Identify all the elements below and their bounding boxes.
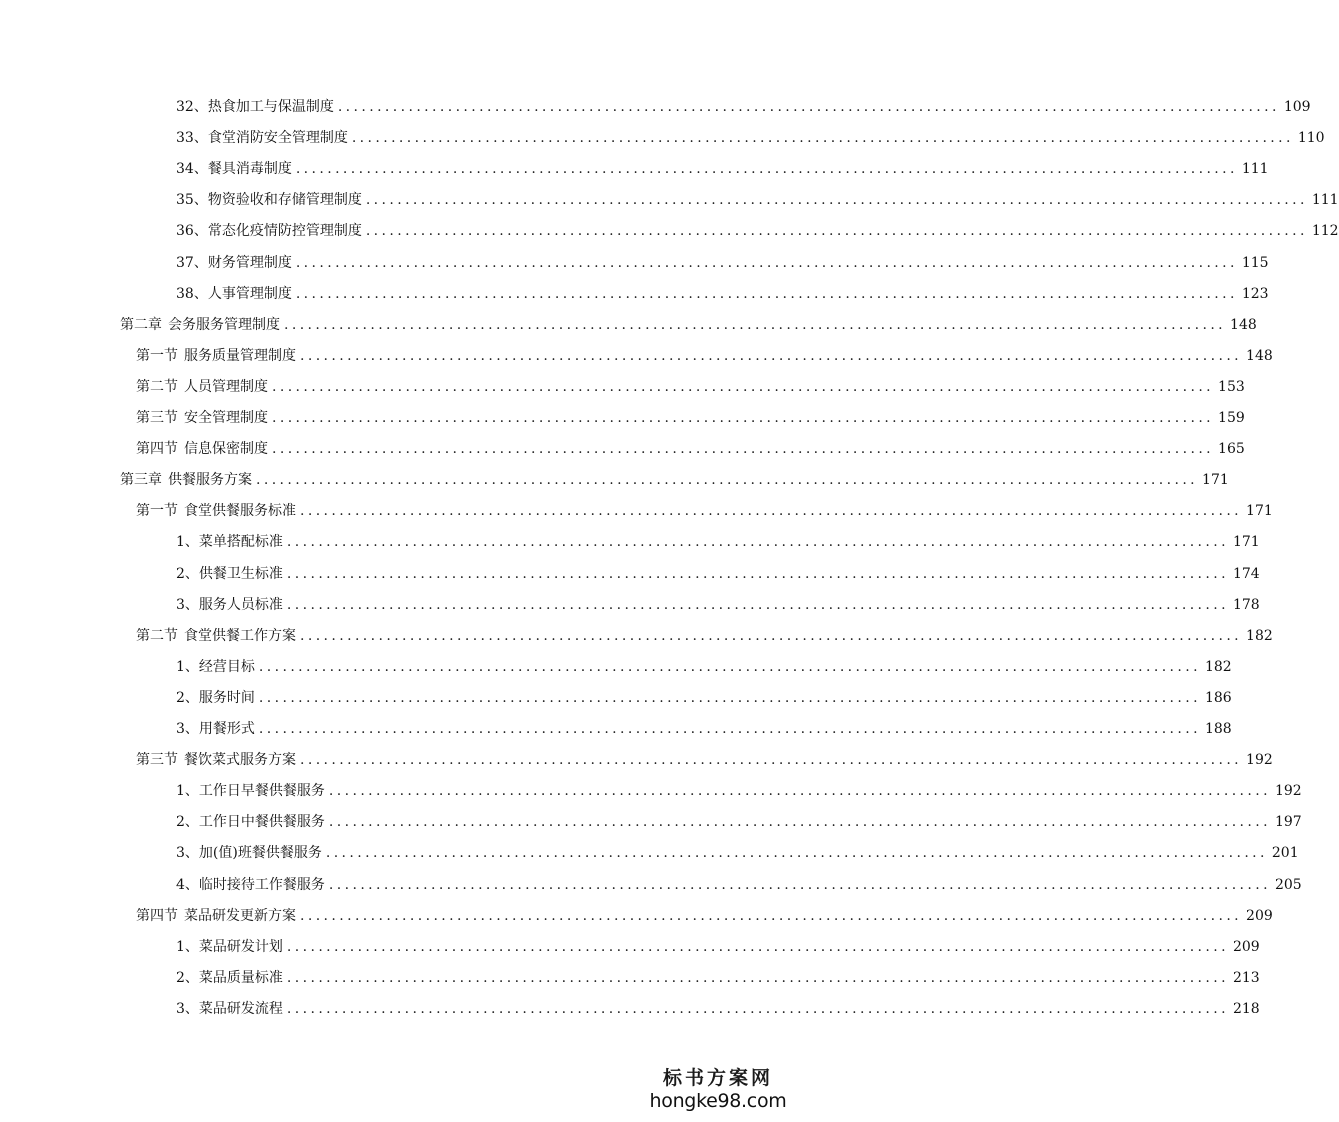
toc-entry-title: 安全管理制度 xyxy=(184,410,268,426)
toc-dot-leader: ........................................................................................................................ xyxy=(328,783,1271,800)
toc-entry[interactable] xyxy=(176,932,1260,956)
toc-dot-leader: ........................................................................................................................ xyxy=(300,347,1243,364)
toc-dot-leader: ........................................................................................................................ xyxy=(286,1000,1229,1017)
toc-entry-title: 热食加工与保温制度 xyxy=(207,99,334,115)
toc-page-number: 153 xyxy=(1218,378,1245,395)
toc-entry[interactable] xyxy=(176,714,1232,738)
toc-entry-title: 菜品研发更新方案 xyxy=(184,907,296,924)
toc-entry[interactable] xyxy=(176,838,1299,862)
toc-entry[interactable] xyxy=(176,683,1232,707)
toc-dot-leader: ........................................................................................................................ xyxy=(286,565,1229,582)
toc-entry-title: 服务时间 xyxy=(198,689,255,706)
toc-page-number: 209 xyxy=(1246,907,1273,924)
toc-entry-number: 2、 xyxy=(176,814,199,831)
toc-entry[interactable] xyxy=(176,807,1302,831)
toc-entry-title: 人事管理制度 xyxy=(207,285,292,302)
toc-page-number: 171 xyxy=(1202,472,1229,489)
toc-entry-title: 人员管理制度 xyxy=(184,378,268,395)
toc-entry-number: 36、 xyxy=(176,223,208,240)
toc-page-number: 115 xyxy=(1241,254,1269,271)
toc-dot-leader: ........................................................................................................................ xyxy=(286,938,1229,955)
toc-entry-title: 菜品研发计划 xyxy=(198,938,283,955)
toc-page-number: 171 xyxy=(1232,534,1260,551)
toc-dot-leader: ........................................................................................................................ xyxy=(325,845,1268,862)
toc-entry-number: 第一节 xyxy=(136,347,178,364)
toc-dot-leader: ........................................................................................................................ xyxy=(351,130,1294,147)
toc-dot-leader: ........................................................................................................................ xyxy=(300,752,1243,769)
toc-entry-number: 第一节 xyxy=(136,503,178,520)
toc-entry-title: 经营目标 xyxy=(198,658,255,675)
toc-dot-leader: ........................................................................................................................ xyxy=(300,907,1243,924)
toc-entry[interactable] xyxy=(176,527,1260,551)
toc-entry[interactable] xyxy=(120,465,1229,489)
toc-entry-title: 食堂供餐服务标准 xyxy=(184,503,296,520)
toc-entry[interactable] xyxy=(176,652,1232,676)
toc-entry-number: 第三节 xyxy=(136,752,178,769)
toc-page-number: 148 xyxy=(1246,347,1273,364)
toc-entry[interactable] xyxy=(176,216,1339,240)
toc-entry-title: 临时接待工作餐服务 xyxy=(198,876,325,893)
toc-dot-leader: ........................................................................................................................ xyxy=(258,721,1201,737)
toc-entry[interactable] xyxy=(136,372,1245,396)
toc-entry[interactable] xyxy=(176,185,1339,209)
toc-entry[interactable] xyxy=(136,403,1245,427)
toc-dot-leader: ........................................................................................................................ xyxy=(337,99,1280,115)
toc-entry-title: 供餐卫生标准 xyxy=(198,565,283,582)
toc-entry-number: 3、 xyxy=(176,845,199,862)
toc-entry-number: 32、 xyxy=(176,99,208,115)
toc-dot-leader: ........................................................................................................................ xyxy=(300,503,1243,520)
toc-entry-number: 1、 xyxy=(176,534,199,551)
toc-entry[interactable] xyxy=(176,279,1269,303)
toc-entry-number: 4、 xyxy=(176,876,199,893)
toc-dot-leader: ........................................................................................................................ xyxy=(272,410,1215,426)
toc-entry-number: 第三节 xyxy=(136,410,178,426)
toc-entry[interactable] xyxy=(176,154,1269,178)
toc-dot-leader: ........................................................................................................................ xyxy=(286,534,1229,551)
toc-dot-leader: ........................................................................................................................ xyxy=(286,969,1229,986)
toc-dot-leader: ........................................................................................................................ xyxy=(258,658,1201,675)
toc-entry-number: 38、 xyxy=(176,285,208,302)
toc-page-number: 110 xyxy=(1297,130,1325,147)
toc-entry-title: 菜品质量标准 xyxy=(198,969,283,986)
toc-page-number: 112 xyxy=(1311,223,1339,240)
toc-page-number: 213 xyxy=(1232,969,1260,986)
toc-dot-leader: ........................................................................................................................ xyxy=(295,161,1238,178)
toc-entry-number: 1、 xyxy=(176,783,199,800)
toc-entry-number: 第四节 xyxy=(136,907,178,924)
toc-entry-title: 常态化疫情防控管理制度 xyxy=(207,223,362,240)
toc-dot-leader: ........................................................................................................................ xyxy=(284,316,1227,333)
toc-entry-number: 3、 xyxy=(176,721,199,737)
toc-page-number: 159 xyxy=(1218,410,1245,426)
toc-entry-number: 第四节 xyxy=(136,441,178,458)
toc-page-number: 201 xyxy=(1271,845,1299,862)
toc-entry-number: 33、 xyxy=(176,130,208,147)
toc-entry-title: 菜品研发流程 xyxy=(198,1000,283,1017)
toc-entry[interactable] xyxy=(136,434,1245,458)
toc-entry[interactable] xyxy=(136,341,1273,365)
toc-entry-number: 1、 xyxy=(176,658,199,675)
toc-entry-number: 第二节 xyxy=(136,378,178,395)
toc-entry-number: 第三章 xyxy=(120,472,162,489)
toc-page-number: 174 xyxy=(1232,565,1260,582)
toc-entry[interactable] xyxy=(176,870,1302,894)
toc-dot-leader: ........................................................................................................................ xyxy=(272,441,1215,458)
toc-entry-number: 34、 xyxy=(176,161,208,178)
toc-entry-number: 3、 xyxy=(176,596,199,613)
toc-entry-title: 用餐形式 xyxy=(198,721,255,737)
site-watermark xyxy=(648,1066,788,1118)
toc-entry-title: 财务管理制度 xyxy=(207,254,292,271)
toc-entry-title: 餐饮菜式服务方案 xyxy=(184,752,296,769)
toc-dot-leader: ........................................................................................................................ xyxy=(328,814,1271,831)
toc-page-number: 197 xyxy=(1274,814,1302,831)
toc-entry[interactable] xyxy=(176,92,1311,116)
toc-page-number: 123 xyxy=(1241,285,1269,302)
toc-page-number: 178 xyxy=(1232,596,1260,613)
toc-entry-title: 菜单搭配标准 xyxy=(198,534,283,551)
toc-entry-title: 食堂供餐工作方案 xyxy=(184,627,296,644)
toc-page-number: 205 xyxy=(1274,876,1302,893)
toc-page-number: 209 xyxy=(1232,938,1260,955)
watermark-domain: hongke98.com xyxy=(649,1090,787,1112)
toc-entry-number: 第二章 xyxy=(120,316,162,333)
toc-entry-number: 2、 xyxy=(176,565,199,582)
toc-dot-leader: ........................................................................................................................ xyxy=(300,627,1243,644)
toc-entry-title: 工作日中餐供餐服务 xyxy=(198,814,325,831)
toc-entry-number: 2、 xyxy=(176,969,199,986)
toc-page-number: 188 xyxy=(1204,721,1232,737)
toc-entry-title: 会务服务管理制度 xyxy=(168,316,280,333)
toc-entry-number: 1、 xyxy=(176,938,199,955)
toc-entry[interactable] xyxy=(176,994,1260,1018)
toc-dot-leader: ........................................................................................................................ xyxy=(256,472,1199,489)
toc-entry[interactable] xyxy=(136,901,1273,925)
toc-entry-number: 37、 xyxy=(176,254,208,271)
toc-page-number: 182 xyxy=(1204,658,1232,675)
toc-dot-leader: ........................................................................................................................ xyxy=(328,876,1271,893)
toc-entry[interactable] xyxy=(136,621,1273,645)
toc-page-number: 192 xyxy=(1274,783,1302,800)
toc-entry-title: 信息保密制度 xyxy=(184,441,268,458)
toc-page-number: 186 xyxy=(1204,689,1232,706)
toc-entry[interactable] xyxy=(176,559,1260,583)
toc-entry-title: 服务质量管理制度 xyxy=(184,347,296,364)
toc-entry-title: 食堂消防安全管理制度 xyxy=(207,130,348,147)
toc-entry-title: 工作日早餐供餐服务 xyxy=(198,783,325,800)
toc-entry-title: 服务人员标准 xyxy=(198,596,283,613)
watermark-chinese: 标书方案网 xyxy=(662,1067,773,1089)
toc-dot-leader: ........................................................................................................................ xyxy=(295,285,1238,302)
toc-dot-leader: ........................................................................................................................ xyxy=(258,689,1201,706)
toc-entry[interactable] xyxy=(176,776,1302,800)
toc-page-number: 218 xyxy=(1232,1000,1260,1017)
toc-page-number: 111 xyxy=(1241,161,1269,178)
toc-dot-leader: ........................................................................................................................ xyxy=(295,254,1238,271)
toc-page-number: 109 xyxy=(1283,99,1311,115)
toc-dot-leader: ........................................................................................................................ xyxy=(286,596,1229,613)
toc-entry[interactable] xyxy=(176,590,1260,614)
toc-entry-number: 35、 xyxy=(176,192,208,209)
toc-entry[interactable] xyxy=(136,496,1273,520)
toc-page-number: 192 xyxy=(1246,752,1273,769)
toc-entry[interactable] xyxy=(136,745,1273,769)
toc-dot-leader: ........................................................................................................................ xyxy=(272,378,1215,395)
toc-entry-title: 物资验收和存储管理制度 xyxy=(207,192,362,209)
toc-entry[interactable] xyxy=(120,310,1257,334)
toc-entry-title: 餐具消毒制度 xyxy=(207,161,292,178)
toc-entry-number: 第二节 xyxy=(136,627,178,644)
toc-page-number: 111 xyxy=(1311,192,1339,209)
toc-entry[interactable] xyxy=(176,123,1325,147)
toc-page-number: 165 xyxy=(1218,441,1245,458)
toc-entry-title: 供餐服务方案 xyxy=(168,472,252,489)
toc-page-number: 171 xyxy=(1246,503,1273,520)
toc-entry[interactable] xyxy=(176,248,1269,272)
toc-page-number: 148 xyxy=(1230,316,1257,333)
toc-entry-number: 3、 xyxy=(176,1000,199,1017)
toc-entry-title: 加(值)班餐供餐服务 xyxy=(198,845,322,862)
toc-entry[interactable] xyxy=(176,963,1260,987)
toc-page-number: 182 xyxy=(1246,627,1273,644)
toc-entry-number: 2、 xyxy=(176,689,199,706)
toc-dot-leader: ........................................................................................................................ xyxy=(365,192,1308,209)
toc-dot-leader: ........................................................................................................................ xyxy=(365,223,1308,240)
